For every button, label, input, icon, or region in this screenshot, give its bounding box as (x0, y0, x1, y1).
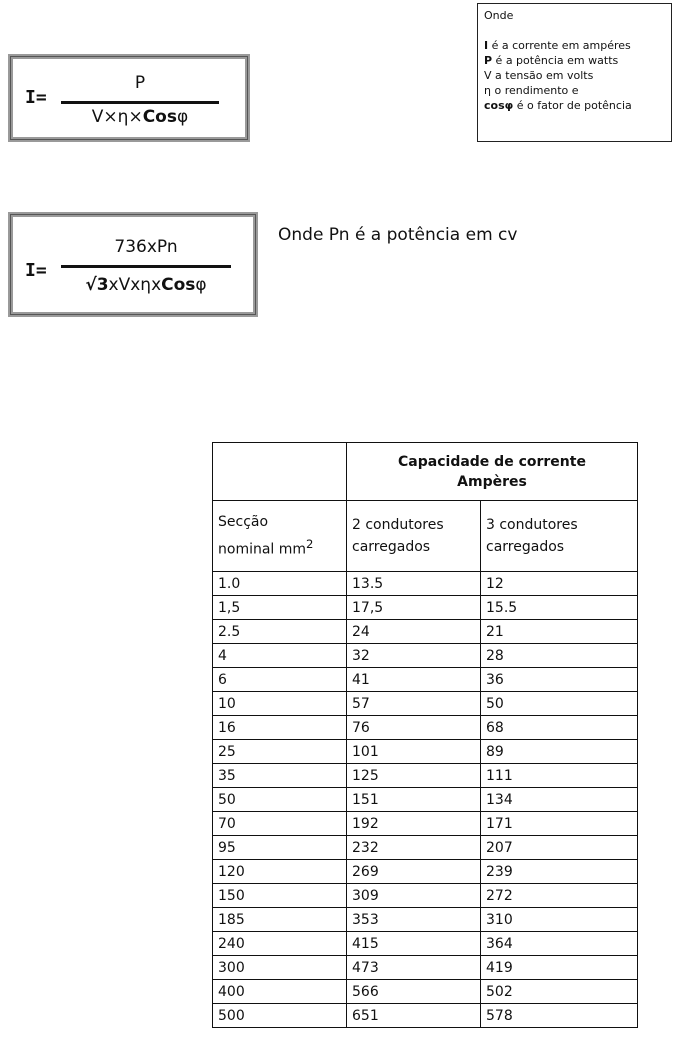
table-cell: 4 (213, 644, 347, 668)
header-capacity-line2: Ampères (457, 473, 527, 490)
header-capacity (347, 443, 638, 501)
table-cell: 70 (213, 812, 347, 836)
table-cell: 111 (481, 764, 638, 788)
table-row (213, 596, 638, 620)
table-cell: 502 (481, 980, 638, 1004)
formula-numerator: 736xPn (114, 237, 178, 257)
table-cell: 400 (213, 980, 347, 1004)
table-cell: 24 (347, 620, 481, 644)
legend-line: cosφ é o fator de potência (484, 99, 632, 112)
den-cos: Cos (161, 275, 196, 295)
table-cell: 353 (347, 908, 481, 932)
sqrt-symbol: √ (85, 275, 97, 295)
table-row (213, 908, 638, 932)
table-cell: 240 (213, 932, 347, 956)
table-row (213, 884, 638, 908)
table-cell: 35 (213, 764, 347, 788)
header-2-conductors: 2 condutores carregados (347, 501, 481, 572)
table-cell: 21 (481, 620, 638, 644)
table-cell: 310 (481, 908, 638, 932)
legend-line: V a tensão em volts (484, 69, 594, 82)
table-cell: 41 (347, 668, 481, 692)
table-cell: 566 (347, 980, 481, 1004)
formula-current-three-phase (8, 212, 258, 317)
table-header-row (213, 443, 638, 501)
table-cell: 500 (213, 1004, 347, 1028)
table-row (213, 620, 638, 644)
table-cell: 415 (347, 932, 481, 956)
table-row (213, 716, 638, 740)
table-cell: 89 (481, 740, 638, 764)
table-row (213, 980, 638, 1004)
table-cell: 364 (481, 932, 638, 956)
table-cell: 125 (347, 764, 481, 788)
table-row (213, 572, 638, 596)
formula-denominator (61, 275, 231, 295)
table-cell: 57 (347, 692, 481, 716)
current-capacity-table (212, 442, 638, 1028)
header-capacity-line1: Capacidade de corrente (398, 453, 586, 470)
table-cell: 239 (481, 860, 638, 884)
formula-denominator (61, 107, 219, 127)
table-row (213, 788, 638, 812)
table-cell: 300 (213, 956, 347, 980)
table-cell: 16 (213, 716, 347, 740)
table-cell: 120 (213, 860, 347, 884)
power-note: Onde Pn é a potência em cv (278, 225, 518, 245)
table-cell: 17,5 (347, 596, 481, 620)
legend-line: η o rendimento e (484, 84, 579, 97)
den-phi: φ (195, 275, 207, 295)
legend-spacer (484, 23, 665, 38)
table-cell: 192 (347, 812, 481, 836)
table-cell: 151 (347, 788, 481, 812)
table-row (213, 860, 638, 884)
table-cell: 171 (481, 812, 638, 836)
table-cell: 134 (481, 788, 638, 812)
table-row (213, 740, 638, 764)
formula-numerator: P (134, 73, 146, 93)
table-cell: 95 (213, 836, 347, 860)
table-cell: 651 (347, 1004, 481, 1028)
table-cell: 1.0 (213, 572, 347, 596)
table-cell: 68 (481, 716, 638, 740)
fraction-bar (61, 265, 231, 268)
table-cell: 578 (481, 1004, 638, 1028)
table-cell: 1,5 (213, 596, 347, 620)
table-cell: 473 (347, 956, 481, 980)
table-row (213, 1004, 638, 1028)
legend-line: I é a corrente em ampéres (484, 39, 631, 52)
den-rest: xVxηx (108, 275, 162, 295)
table-row (213, 812, 638, 836)
table-cell: 50 (213, 788, 347, 812)
table-cell: 309 (347, 884, 481, 908)
header-3-conductors: 3 condutores carregados (481, 501, 638, 572)
legend-title: Onde (484, 9, 514, 22)
table-cell: 2.5 (213, 620, 347, 644)
table-cell: 232 (347, 836, 481, 860)
table-cell: 25 (213, 740, 347, 764)
formula-current-single-phase (8, 54, 250, 142)
table-cell: 272 (481, 884, 638, 908)
table-cell: 150 (213, 884, 347, 908)
table-cell: 6 (213, 668, 347, 692)
formula-lhs: I= (25, 260, 47, 281)
table-cell: 28 (481, 644, 638, 668)
table-row (213, 836, 638, 860)
table-cell: 32 (347, 644, 481, 668)
header-section: Secção nominal $mm^2$ (213, 501, 347, 572)
sqrt-radicand: 3 (96, 275, 109, 295)
table-row (213, 764, 638, 788)
table-row (213, 692, 638, 716)
table-cell: 101 (347, 740, 481, 764)
table-cell: 12 (481, 572, 638, 596)
header-empty-cell (213, 443, 347, 501)
table-cell: 76 (347, 716, 481, 740)
table-cell: 185 (213, 908, 347, 932)
table-cell: 50 (481, 692, 638, 716)
legend-box (477, 3, 672, 142)
table-cell: 13.5 (347, 572, 481, 596)
table-row (213, 932, 638, 956)
legend-line: P é a potência em watts (484, 54, 619, 67)
table-row (213, 668, 638, 692)
table-cell: 419 (481, 956, 638, 980)
fraction-bar (61, 101, 219, 104)
table-cell: 10 (213, 692, 347, 716)
table-row (213, 956, 638, 980)
table-cell: 207 (481, 836, 638, 860)
den-cos: Cos (142, 107, 177, 127)
table-cell: 15.5 (481, 596, 638, 620)
den-phi: φ (176, 107, 189, 127)
table-row (213, 644, 638, 668)
table-cell: 36 (481, 668, 638, 692)
den-prefix: V×η× (91, 107, 143, 127)
formula-lhs: I= (25, 87, 47, 108)
table-subheader-row (213, 501, 638, 572)
table-cell: 269 (347, 860, 481, 884)
